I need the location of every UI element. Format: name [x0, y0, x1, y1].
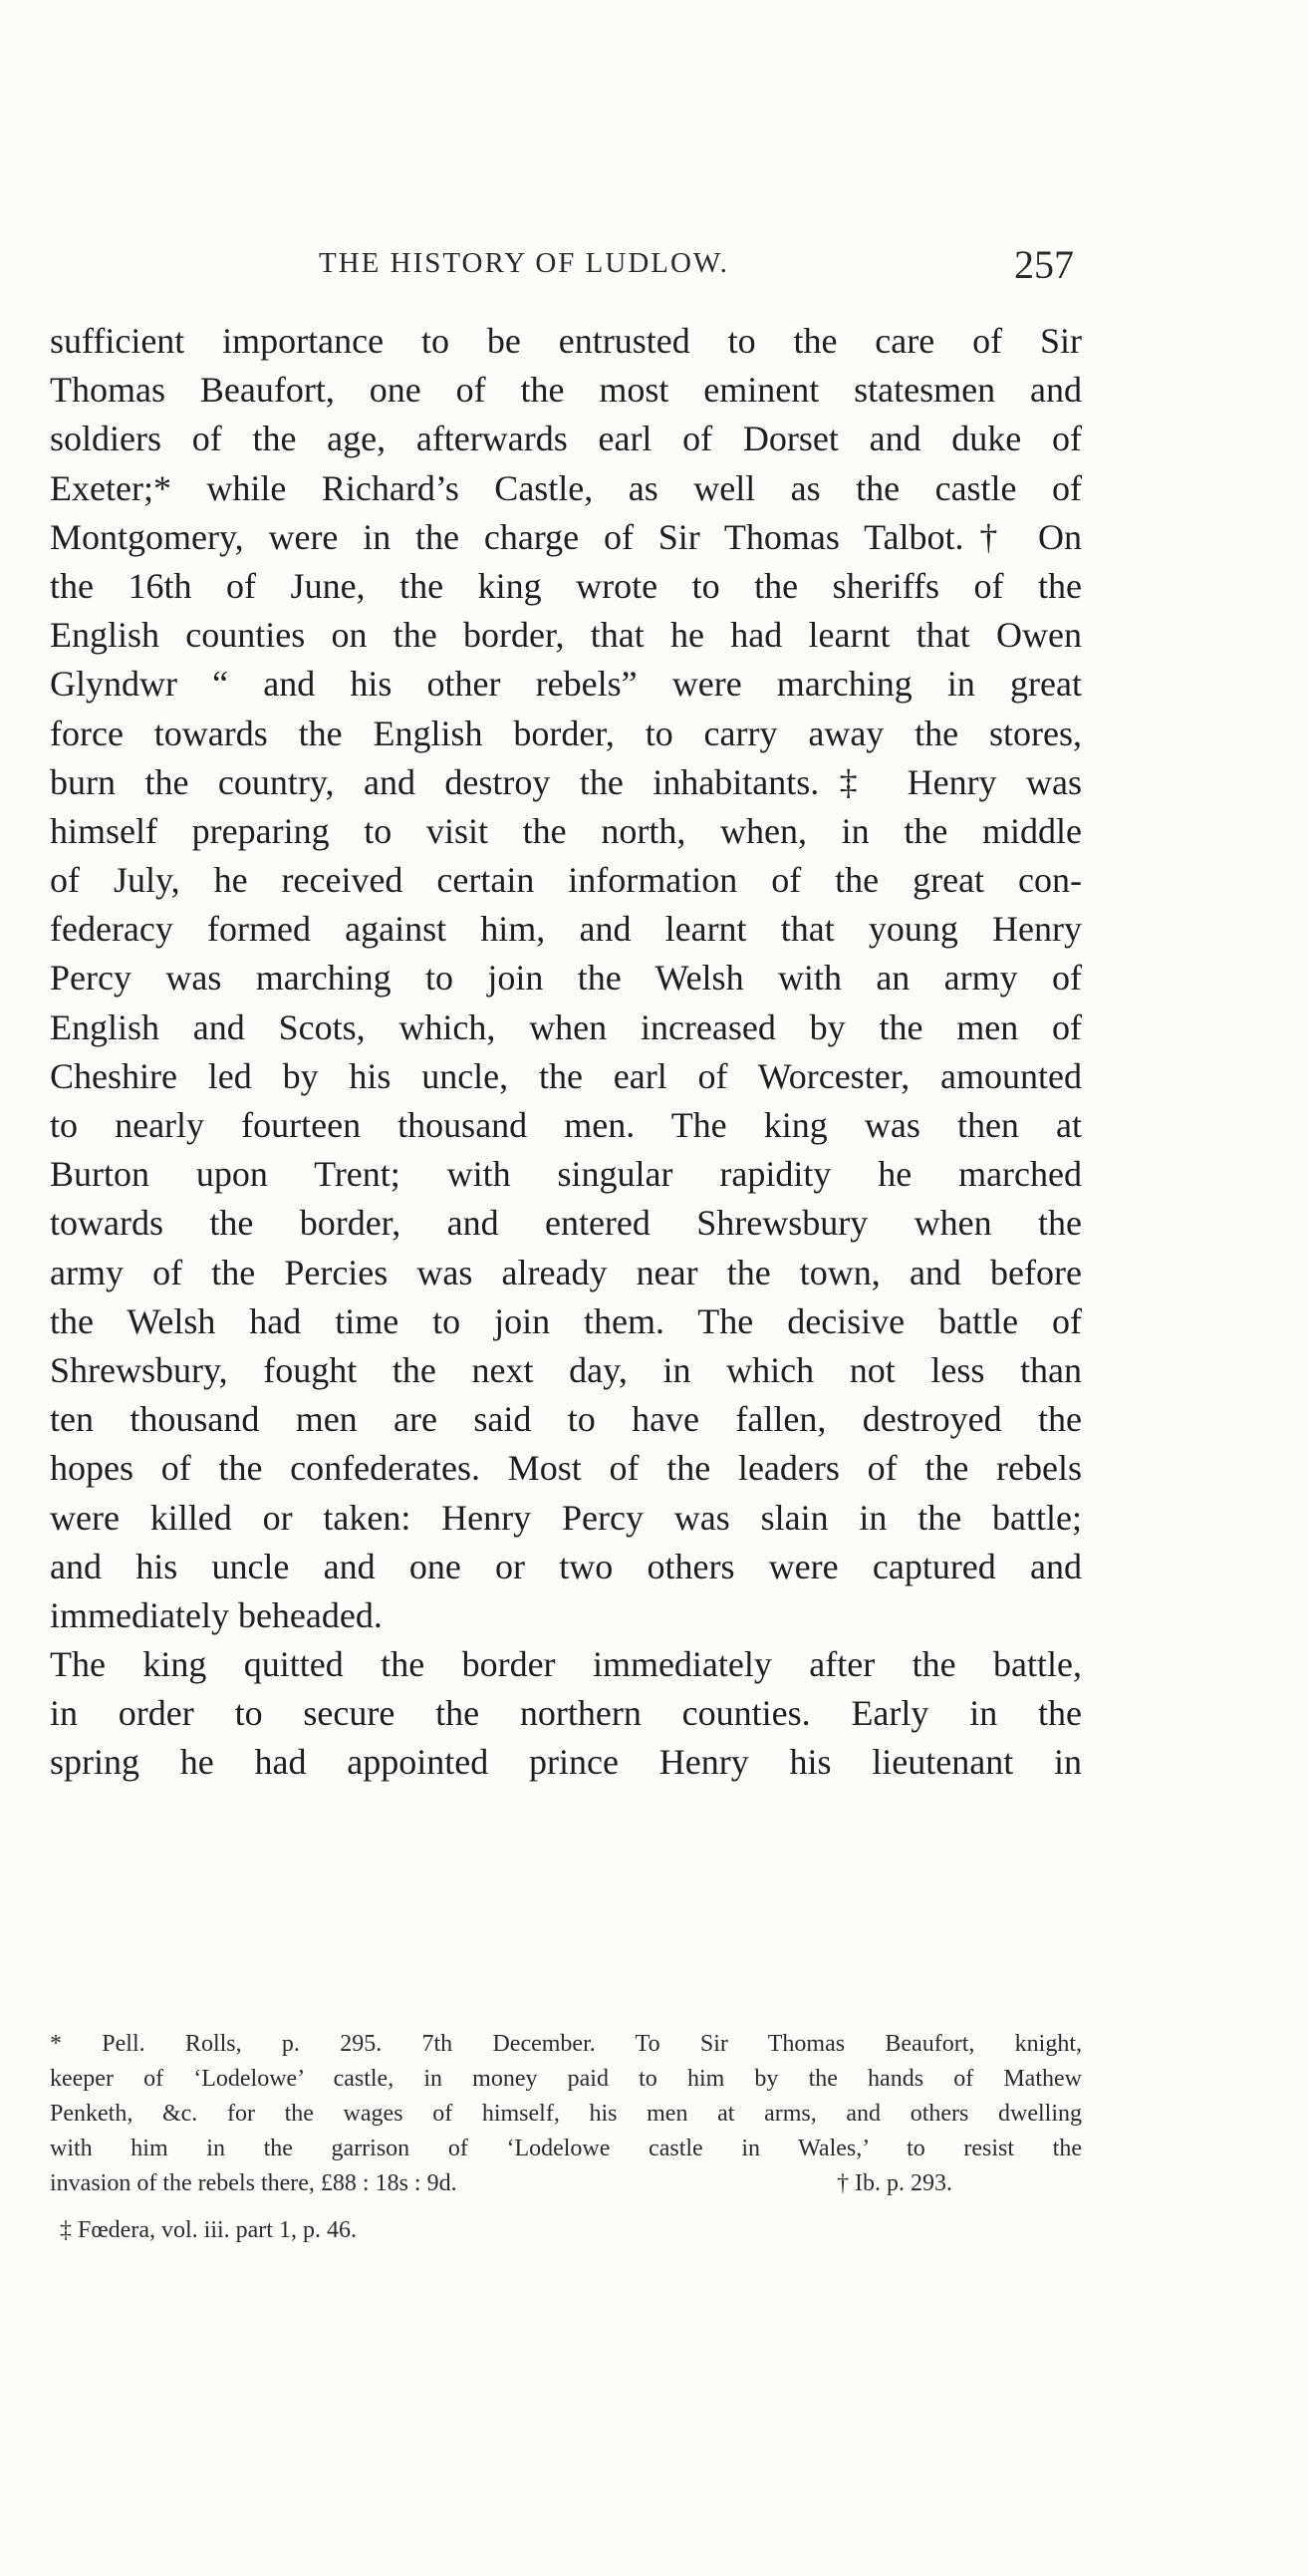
text-line: Shrewsbury, fought the next day, in which not less than	[50, 1349, 1082, 1390]
text-line: Thomas Beaufort, one of the most eminent statesmen and	[50, 370, 1082, 411]
text-line: Cheshire led by his uncle, the earl of Worcester, amounted	[50, 1055, 1082, 1096]
text-line: towards the border, and entered Shrewsbury when the	[50, 1203, 1082, 1244]
text-line: force towards the English border, to carry away the stores,	[50, 713, 1082, 753]
footnote-line	[50, 2166, 1082, 2201]
footnote-double-dagger: ‡ Fœdera, vol. iii. part 1, p. 46.	[60, 2217, 357, 2243]
text-line: himself preparing to visit the north, when, in the middle	[50, 810, 1082, 851]
text-line: Exeter;* while Richard’s Castle, as well as the castle of	[50, 467, 1082, 508]
text-line: of July, he received certain information of the great con-	[50, 860, 1082, 901]
running-title: THE HISTORY OF LUDLOW.	[319, 247, 729, 279]
footnotes	[50, 2027, 1082, 2201]
body-text	[50, 317, 1082, 1788]
text-line: English counties on the border, that he had learnt that Owen	[50, 615, 1082, 656]
text-line: federacy formed against him, and learnt that young Henry	[50, 909, 1082, 950]
footnote-dagger: † Ib. p. 293.	[837, 2170, 952, 2196]
text-line: burn the country, and destroy the inhabitants.‡ Henry was	[50, 761, 1082, 802]
text-line: Glyndwr “ and his other rebels” were marching in great	[50, 664, 1082, 705]
footnote-line: keeper of ‘Lodelowe’ castle, in money paid to him by the hands of Mathew	[50, 2066, 1082, 2092]
text-line: ten thousand men are said to have fallen, destroyed the	[50, 1399, 1082, 1440]
text-line: The king quitted the border immediately after the battle,	[50, 1644, 1082, 1685]
footnote-line: Penketh, &c. for the wages of himself, his men at arms, and others dwelling	[50, 2101, 1082, 2127]
text-line: the 16th of June, the king wrote to the sheriffs of the	[50, 565, 1082, 606]
footnote-line: with him in the garrison of ‘Lodelowe castle in Wales,’ to resist the	[50, 2136, 1082, 2161]
text-line: in order to secure the northern counties. Early in the	[50, 1693, 1082, 1734]
page-header	[0, 241, 1308, 301]
text-line: and his uncle and one or two others were captured and	[50, 1546, 1082, 1586]
footnote-line: * Pell. Rolls, p. 295. 7th December. To Sir Thomas Beaufort, knight,	[50, 2031, 1082, 2057]
text-line: Burton upon Trent; with singular rapidity he marched	[50, 1154, 1082, 1195]
text-line: sufficient importance to be entrusted to the care of Sir	[50, 321, 1082, 361]
text-line: English and Scots, which, when increased by the men of	[50, 1006, 1082, 1047]
text-line: immediately beheaded.	[50, 1594, 383, 1635]
text-line: to nearly fourteen thousand men. The king was then at	[50, 1105, 1082, 1145]
text-line: Percy was marching to join the Welsh with an army of	[50, 958, 1082, 999]
text-line: the Welsh had time to join them. The decisive battle of	[50, 1300, 1082, 1341]
text-line: Montgomery, were in the charge of Sir Thomas Talbot.† On	[50, 516, 1082, 557]
text-line: hopes of the confederates. Most of the leaders of the rebels	[50, 1448, 1082, 1489]
text-line: spring he had appointed prince Henry his lieutenant in	[50, 1742, 1082, 1783]
text-line: army of the Percies was already near the town, and before	[50, 1252, 1082, 1292]
footnote-line-text: invasion of the rebels there, £88 : 18s : 9d.	[50, 2170, 457, 2196]
text-line: were killed or taken: Henry Percy was slain in the battle;	[50, 1497, 1082, 1538]
text-line: soldiers of the age, afterwards earl of Dorset and duke of	[50, 419, 1082, 459]
page-number: 257	[1014, 242, 1074, 287]
